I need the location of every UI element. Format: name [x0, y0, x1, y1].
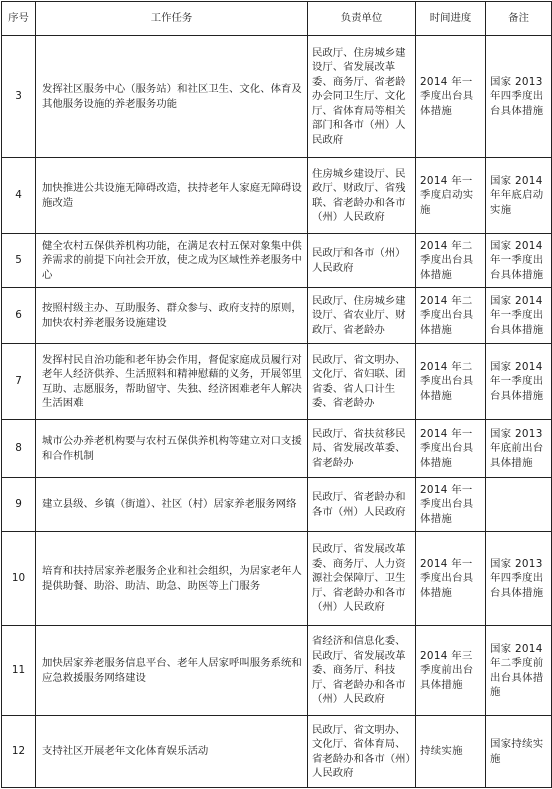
- row-time: 2014 年一季度出台具体措施: [416, 420, 486, 478]
- row-task: 发挥村民自治功能和老年协会作用，督促家庭成员履行对老年人经济供养、生活照料和精神慰藉的义务，开展邻里互助、志愿服务，帮助留守、失独、经济困难老年人解决生活困难: [36, 344, 308, 420]
- row-unit: 住房城乡建设厅、民政厅、财政厅、省残联、省老龄办和各市（州）人民政府: [308, 158, 416, 234]
- row-time: 2014 年二季度出台具体措施: [416, 344, 486, 420]
- row-note: 国家 2013 年底前出台具体措施: [486, 420, 552, 478]
- row-note: [486, 478, 552, 532]
- row-time: 2014 年一季度出台具体措施: [416, 532, 486, 626]
- row-unit: 民政厅、省老龄办和各市（州）人民政府: [308, 478, 416, 532]
- row-task: 健全农村五保供养机构功能，在满足农村五保对象集中供养需求的前提下向社会开放，使之成为区域性养老服务中心: [36, 234, 308, 288]
- row-time: 持续实施: [416, 716, 486, 788]
- table-row: [2, 420, 552, 478]
- row-task: 培育和扶持居家养老服务企业和社会组织，为居家老年人提供助餐、助浴、助洁、助急、助医等上门服务: [36, 532, 308, 626]
- row-note: 国家 2014 年一季度出台具体措施: [486, 344, 552, 420]
- row-unit: 民政厅、省发展改革委、商务厅、人力资源社会保障厅、卫生厅、省老龄办和各市（州）人民政府: [308, 532, 416, 626]
- row-no: 9: [2, 478, 36, 532]
- task-table: [1, 1, 552, 788]
- header-note: 备注: [486, 2, 552, 36]
- row-no: 4: [2, 158, 36, 234]
- row-task: 发挥社区服务中心（服务站）和社区卫生、文化、体育及其他服务设施的养老服务功能: [36, 36, 308, 158]
- row-no: 11: [2, 626, 36, 716]
- table-row: [2, 532, 552, 626]
- row-time: 2014 年一季度出台具体措施: [416, 478, 486, 532]
- row-no: 7: [2, 344, 36, 420]
- header-task: 工作任务: [36, 2, 308, 36]
- row-task: 加快推进公共设施无障碍改造，扶持老年人家庭无障碍设施改造: [36, 158, 308, 234]
- row-task: 城市公办养老机构要与农村五保供养机构等建立对口支援和合作机制: [36, 420, 308, 478]
- row-note: 国家 2013 年四季度出台具体措施: [486, 36, 552, 158]
- table-row: [2, 158, 552, 234]
- row-no: 6: [2, 288, 36, 344]
- row-no: 10: [2, 532, 36, 626]
- row-task: 支持社区开展老年文化体育娱乐活动: [36, 716, 308, 788]
- row-task: 建立县级、乡镇（街道）、社区（村）居家养老服务网络: [36, 478, 308, 532]
- table-row: [2, 288, 552, 344]
- row-unit: 民政厅、省文明办、文化厅、省体育局、省老龄办和各市（州）人民政府: [308, 716, 416, 788]
- table-row: [2, 626, 552, 716]
- row-unit: 民政厅和各市（州）人民政府: [308, 234, 416, 288]
- row-time: 2014 年三季度前出台具体措施: [416, 626, 486, 716]
- row-note: 国家 2014 年一季度出台具体措施: [486, 234, 552, 288]
- row-unit: 民政厅、省扶贫移民局、省发展改革委、省老龄办: [308, 420, 416, 478]
- header-unit: 负责单位: [308, 2, 416, 36]
- table-row: [2, 36, 552, 158]
- row-unit: 民政厅、住房城乡建设厅、省农业厅、财政厅、省老龄办: [308, 288, 416, 344]
- row-note: 国家 2014 年年底启动实施: [486, 158, 552, 234]
- row-note: 国家持续实施: [486, 716, 552, 788]
- table-row: [2, 344, 552, 420]
- header-time: 时间进度: [416, 2, 486, 36]
- row-time: 2014 年二季度出台具体措施: [416, 288, 486, 344]
- row-no: 5: [2, 234, 36, 288]
- row-note: 国家 2014 年一季度出台具体措施: [486, 288, 552, 344]
- row-unit: 民政厅、省文明办、文化厅、省妇联、团省委、省人口计生委、省老龄办: [308, 344, 416, 420]
- row-note: 国家 2014 年二季度前出台具体措施: [486, 626, 552, 716]
- row-no: 8: [2, 420, 36, 478]
- row-unit: 省经济和信息化委、民政厅、省发展改革委、商务厅、科技厅、省老龄办和各市（州）人民政府: [308, 626, 416, 716]
- table-row: [2, 234, 552, 288]
- row-time: 2014 年一季度出台具体措施: [416, 36, 486, 158]
- table-row: [2, 478, 552, 532]
- table-row: [2, 716, 552, 788]
- row-unit: 民政厅、住房城乡建设厅、省发展改革委、商务厅、省老龄办会同卫生厅、文化厅、省体育局等相关部门和各市（州）人民政府: [308, 36, 416, 158]
- header-no: 序号: [2, 2, 36, 36]
- row-no: 12: [2, 716, 36, 788]
- header-row: [2, 2, 552, 36]
- row-no: 3: [2, 36, 36, 158]
- row-note: 国家 2013 年四季度出台具体措施: [486, 532, 552, 626]
- row-time: 2014 年二季度出台具体措施: [416, 234, 486, 288]
- row-task: 按照村级主办、互助服务、群众参与、政府支持的原则，加快农村养老服务设施建设: [36, 288, 308, 344]
- row-time: 2014 年一季度启动实施: [416, 158, 486, 234]
- row-task: 加快居家养老服务信息平台、老年人居家呼叫服务系统和应急救援服务网络建设: [36, 626, 308, 716]
